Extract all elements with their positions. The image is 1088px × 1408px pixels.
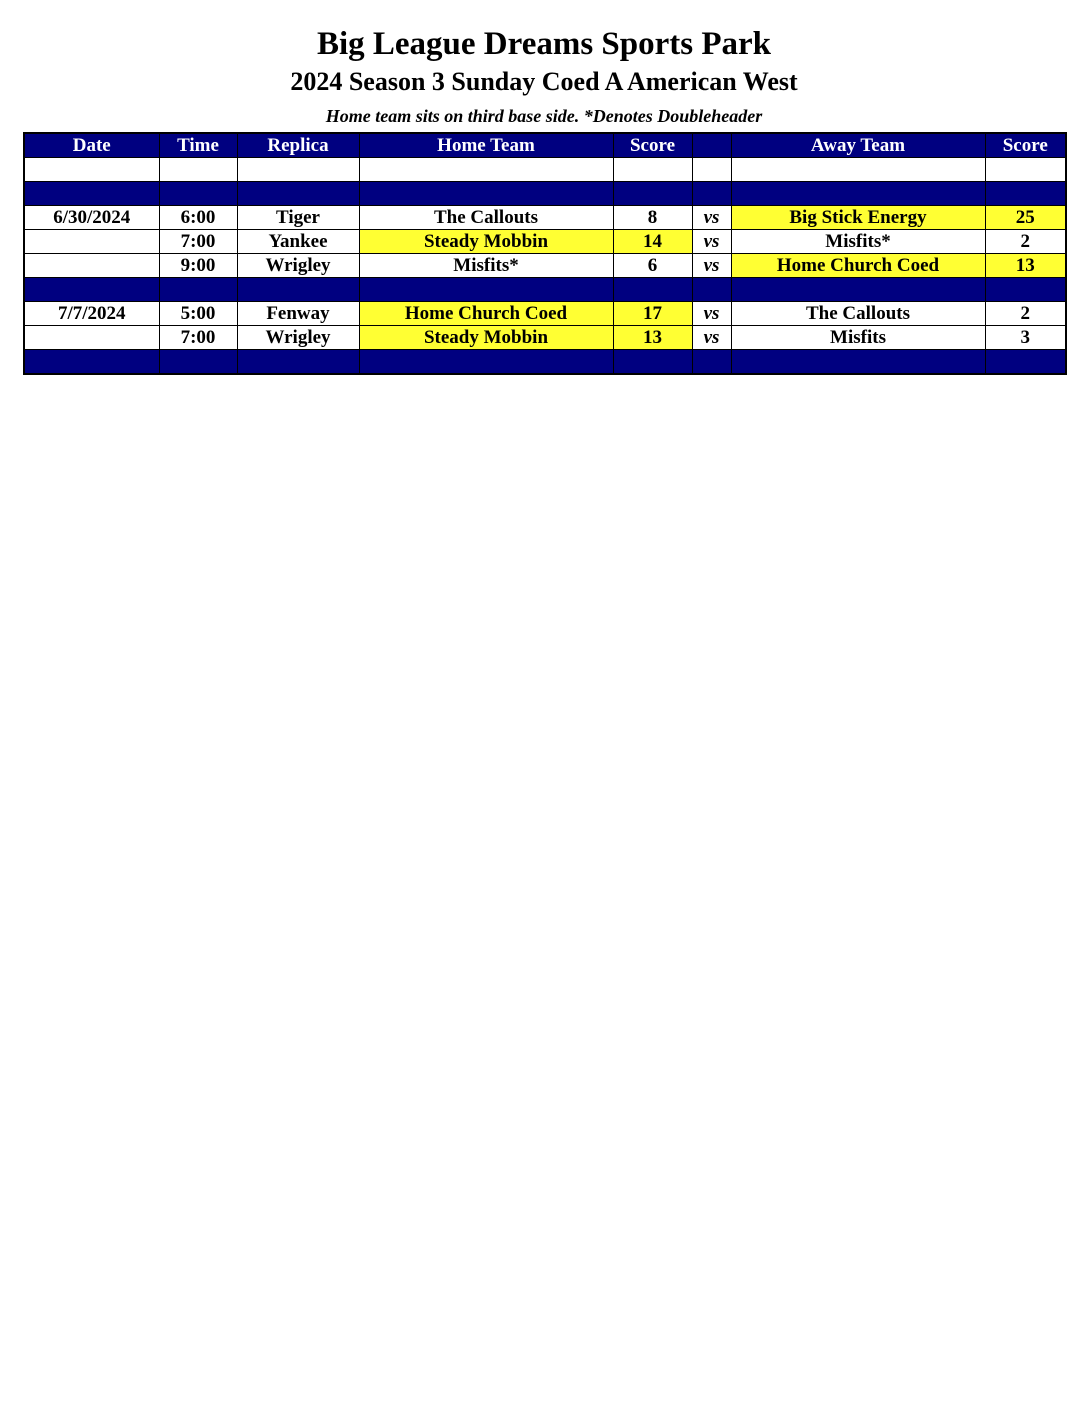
table-row bbox=[24, 206, 1066, 230]
away-team-cell: Home Church Coed bbox=[731, 254, 985, 278]
away-team-cell: Big Stick Energy bbox=[731, 206, 985, 230]
vs-cell: vs bbox=[692, 302, 731, 326]
home-team-cell: Steady Mobbin bbox=[359, 230, 613, 254]
away-team-cell bbox=[731, 278, 985, 302]
vs-cell bbox=[692, 158, 731, 182]
time-cell: 5:00 bbox=[159, 302, 237, 326]
home-score-cell: 13 bbox=[613, 326, 692, 350]
date-cell: 6/30/2024 bbox=[24, 206, 159, 230]
replica-cell bbox=[237, 278, 359, 302]
table-header-row bbox=[24, 133, 1066, 158]
time-cell: 7:00 bbox=[159, 230, 237, 254]
replica-cell bbox=[237, 350, 359, 375]
away-team-cell: The Callouts bbox=[731, 302, 985, 326]
away-team-cell: Misfits bbox=[731, 326, 985, 350]
home-team-cell: Misfits* bbox=[359, 254, 613, 278]
date-cell bbox=[24, 278, 159, 302]
home-team-cell bbox=[359, 182, 613, 206]
table-row bbox=[24, 230, 1066, 254]
away-score-cell bbox=[985, 182, 1066, 206]
date-cell bbox=[24, 182, 159, 206]
schedule-body bbox=[24, 158, 1066, 375]
away-score-cell: 2 bbox=[985, 230, 1066, 254]
away-score-cell: 25 bbox=[985, 206, 1066, 230]
separator-row bbox=[24, 182, 1066, 206]
table-row bbox=[24, 302, 1066, 326]
vs-cell bbox=[692, 350, 731, 375]
vs-cell: vs bbox=[692, 206, 731, 230]
table-row bbox=[24, 326, 1066, 350]
home-team-cell bbox=[359, 158, 613, 182]
time-cell: 7:00 bbox=[159, 326, 237, 350]
home-team-cell bbox=[359, 278, 613, 302]
home-team-cell bbox=[359, 350, 613, 375]
home-score-cell: 6 bbox=[613, 254, 692, 278]
home-score-cell: 8 bbox=[613, 206, 692, 230]
table-row bbox=[24, 254, 1066, 278]
column-header-home-score: Score bbox=[613, 133, 692, 158]
date-cell bbox=[24, 326, 159, 350]
replica-cell: Wrigley bbox=[237, 254, 359, 278]
home-score-cell: 14 bbox=[613, 230, 692, 254]
replica-cell: Tiger bbox=[237, 206, 359, 230]
separator-row bbox=[24, 278, 1066, 302]
page-subtitle: 2024 Season 3 Sunday Coed A American West bbox=[290, 67, 798, 96]
vs-cell bbox=[692, 182, 731, 206]
column-header-replica: Replica bbox=[237, 133, 359, 158]
home-score-cell bbox=[613, 278, 692, 302]
date-cell bbox=[24, 230, 159, 254]
column-header-vs bbox=[692, 133, 731, 158]
away-score-cell bbox=[985, 350, 1066, 375]
time-cell bbox=[159, 278, 237, 302]
home-score-cell bbox=[613, 350, 692, 375]
away-score-cell bbox=[985, 158, 1066, 182]
away-team-cell bbox=[731, 182, 985, 206]
replica-cell: Yankee bbox=[237, 230, 359, 254]
date-cell bbox=[24, 350, 159, 375]
replica-cell bbox=[237, 158, 359, 182]
column-header-date: Date bbox=[24, 133, 159, 158]
vs-cell: vs bbox=[692, 254, 731, 278]
away-score-cell: 2 bbox=[985, 302, 1066, 326]
vs-cell: vs bbox=[692, 230, 731, 254]
home-score-cell: 17 bbox=[613, 302, 692, 326]
vs-cell bbox=[692, 278, 731, 302]
away-team-cell bbox=[731, 158, 985, 182]
date-cell bbox=[24, 254, 159, 278]
home-team-cell: Steady Mobbin bbox=[359, 326, 613, 350]
home-team-cell: Home Church Coed bbox=[359, 302, 613, 326]
away-score-cell bbox=[985, 278, 1066, 302]
column-header-time: Time bbox=[159, 133, 237, 158]
away-score-cell: 13 bbox=[985, 254, 1066, 278]
replica-cell: Wrigley bbox=[237, 326, 359, 350]
home-team-cell: The Callouts bbox=[359, 206, 613, 230]
time-cell: 9:00 bbox=[159, 254, 237, 278]
column-header-home-team: Home Team bbox=[359, 133, 613, 158]
away-team-cell bbox=[731, 350, 985, 375]
time-cell bbox=[159, 182, 237, 206]
page-title: Big League Dreams Sports Park bbox=[316, 26, 772, 62]
replica-cell bbox=[237, 182, 359, 206]
vs-cell: vs bbox=[692, 326, 731, 350]
column-header-away-team: Away Team bbox=[731, 133, 985, 158]
date-cell: 7/7/2024 bbox=[24, 302, 159, 326]
home-score-cell bbox=[613, 158, 692, 182]
schedule-table bbox=[23, 132, 1067, 375]
schedule-note: Home team sits on third base side. *Denotes Doubleheader bbox=[325, 106, 763, 126]
away-team-cell: Misfits* bbox=[731, 230, 985, 254]
column-header-away-score: Score bbox=[985, 133, 1066, 158]
replica-cell: Fenway bbox=[237, 302, 359, 326]
away-score-cell: 3 bbox=[985, 326, 1066, 350]
separator-row bbox=[24, 350, 1066, 375]
time-cell: 6:00 bbox=[159, 206, 237, 230]
time-cell bbox=[159, 158, 237, 182]
home-score-cell bbox=[613, 182, 692, 206]
date-cell bbox=[24, 158, 159, 182]
blank-row bbox=[24, 158, 1066, 182]
time-cell bbox=[159, 350, 237, 375]
